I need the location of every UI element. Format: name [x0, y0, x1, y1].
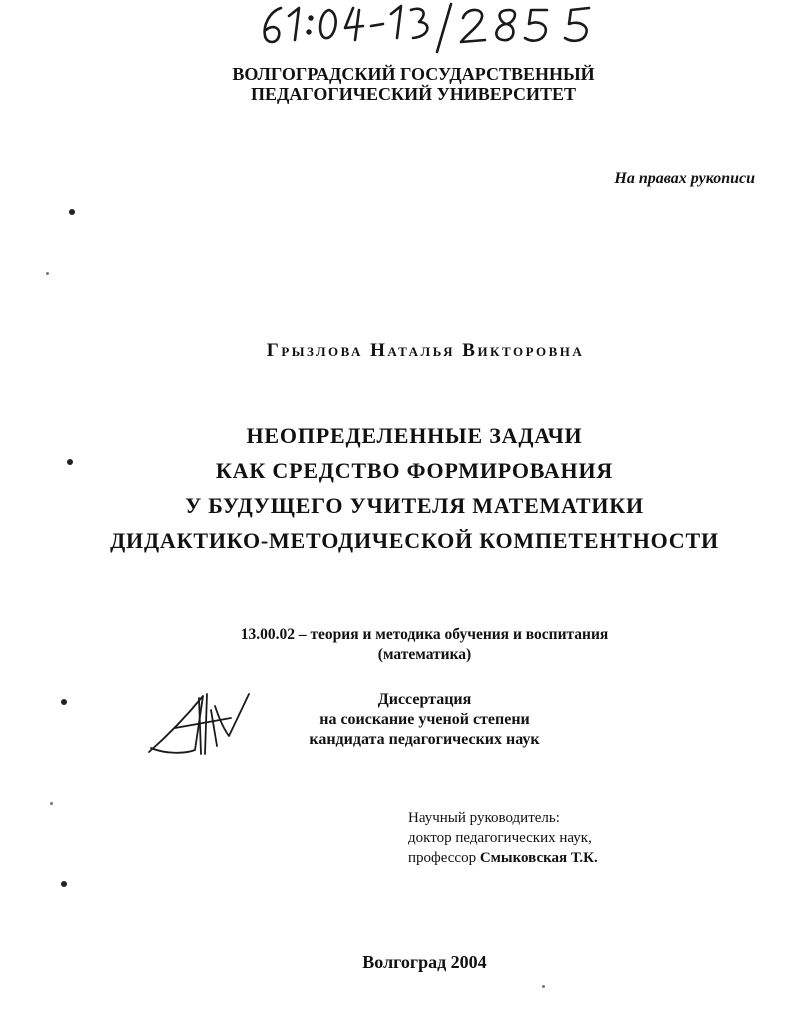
advisor-degree: доктор педагогических наук, — [408, 830, 592, 846]
thesis-title-line-1: НЕОПРЕДЕЛЕННЫЕ ЗАДАЧИ — [246, 423, 583, 448]
thesis-title — [0, 418, 799, 558]
dissertation-info — [0, 690, 799, 750]
university-line-1: ВОЛГОГРАДСКИЙ ГОСУДАРСТВЕННЫЙ — [232, 64, 595, 84]
specialty-line-1: 13.00.02 – теория и методика обучения и воспитания — [240, 626, 609, 643]
handwritten-archive-code — [255, 2, 625, 60]
thesis-title-line-4: ДИДАКТИКО-МЕТОДИЧЕСКОЙ КОМПЕТЕНТНОСТИ — [110, 528, 719, 553]
advisor-label: Научный руководитель: — [408, 810, 560, 826]
scientific-advisor — [408, 808, 598, 868]
advisor-name: Смыковская Т.К. — [479, 850, 598, 866]
scan-speck — [542, 985, 545, 988]
binder-hole-mark — [66, 458, 74, 466]
binder-hole-mark — [60, 880, 68, 888]
university-name — [0, 64, 799, 104]
scan-speck — [46, 272, 49, 275]
thesis-title-line-2: КАК СРЕДСТВО ФОРМИРОВАНИЯ — [215, 458, 614, 483]
city-year — [0, 952, 799, 973]
thesis-title-line-3: У БУДУЩЕГО УЧИТЕЛЯ МАТЕМАТИКИ — [185, 493, 644, 518]
dissertation-line-2: на соискание ученой степени — [319, 711, 530, 728]
binder-hole-mark — [60, 698, 68, 706]
dissertation-line-3: кандидата педагогических наук — [309, 731, 540, 748]
author-name-text: Грызлова Наталья Викторовна — [266, 340, 585, 361]
handwritten-code-drawing — [255, 2, 625, 60]
university-line-2: ПЕДАГОГИЧЕСКИЙ УНИВЕРСИТЕТ — [250, 84, 577, 104]
advisor-title: профессор — [408, 850, 477, 866]
author-name — [0, 340, 799, 362]
dissertation-line-1: Диссертация — [377, 691, 472, 708]
manuscript-rights-note: На правах рукописи — [614, 170, 755, 187]
city-year-text: Волгоград 2004 — [362, 952, 487, 972]
advisor-name-line — [408, 848, 598, 868]
specialty-code — [0, 625, 799, 665]
scan-speck — [50, 802, 53, 805]
binder-hole-mark — [68, 208, 76, 216]
specialty-line-2: (математика) — [377, 646, 472, 663]
